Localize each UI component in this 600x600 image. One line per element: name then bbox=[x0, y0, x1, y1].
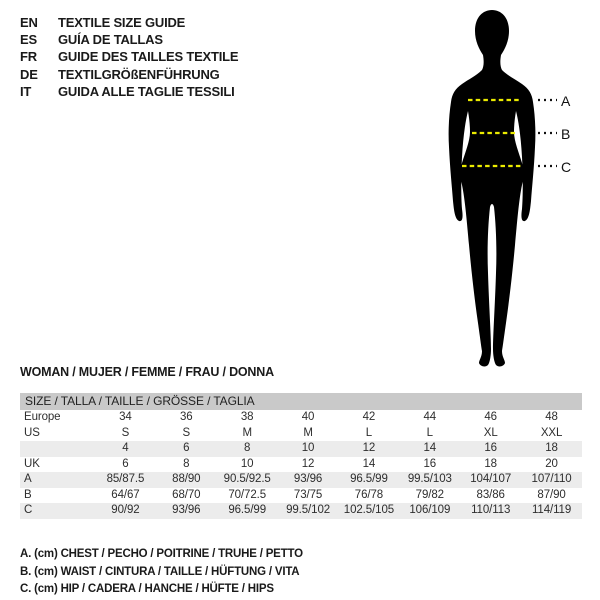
row-label: A bbox=[24, 473, 32, 485]
table-row bbox=[20, 457, 582, 473]
size-cell: 12 bbox=[362, 442, 376, 454]
language-row bbox=[20, 83, 238, 100]
language-label: TEXTILGRÖßENFÜHRUNG bbox=[58, 66, 220, 82]
size-cell: 16 bbox=[484, 442, 497, 454]
size-cell: 93/96 bbox=[172, 504, 201, 516]
size-cell: 68/70 bbox=[172, 488, 201, 501]
size-cell: 99.5/103 bbox=[407, 473, 452, 485]
language-label: GUÍA DE TALLAS bbox=[58, 32, 163, 48]
woman-silhouette-figure bbox=[418, 5, 578, 373]
language-row bbox=[20, 48, 238, 65]
size-cell: 114/119 bbox=[531, 504, 572, 516]
size-cell: M bbox=[303, 426, 313, 439]
woman-silhouette-svg bbox=[418, 5, 578, 373]
legend-line: C. (cm) HIP / CADERA / HANCHE / HÜFTE / HIPS bbox=[20, 583, 274, 596]
language-title-list bbox=[20, 14, 238, 100]
size-cell: 8 bbox=[183, 457, 190, 470]
size-cell: M bbox=[242, 426, 252, 439]
size-table bbox=[20, 393, 582, 519]
size-cell: 90/92 bbox=[111, 504, 140, 516]
language-row bbox=[20, 66, 238, 83]
size-cell: 76/78 bbox=[354, 488, 384, 501]
measure-label-a: A bbox=[561, 93, 571, 109]
size-cell: 34 bbox=[119, 411, 132, 423]
size-cell: XXL bbox=[540, 426, 563, 439]
size-cell: 102.5/105 bbox=[343, 504, 395, 516]
size-cell: S bbox=[182, 426, 191, 439]
size-cell: XL bbox=[483, 426, 498, 439]
table-row bbox=[20, 488, 582, 504]
size-cell: 73/75 bbox=[293, 488, 323, 501]
size-cell: 10 bbox=[240, 457, 254, 470]
row-label: B bbox=[24, 488, 32, 501]
language-code: DE bbox=[20, 66, 38, 82]
measure-label-c: C bbox=[561, 159, 572, 175]
language-label: GUIDA ALLE TAGLIE TESSILI bbox=[58, 83, 235, 99]
language-row bbox=[20, 14, 238, 31]
size-cell: 38 bbox=[240, 411, 254, 423]
size-cell: 20 bbox=[545, 457, 558, 470]
size-cell: 6 bbox=[183, 442, 190, 454]
size-table-body bbox=[20, 410, 582, 519]
size-cell: 10 bbox=[301, 442, 315, 454]
size-cell: 106/109 bbox=[409, 504, 451, 516]
legend-line: B. (cm) WAIST / CINTURA / TAILLE / HÜFTUNG / VITA bbox=[20, 565, 300, 578]
size-cell: 70/72.5 bbox=[228, 488, 267, 501]
size-cell: 44 bbox=[423, 411, 437, 423]
language-code: ES bbox=[20, 32, 37, 48]
size-cell: 83/86 bbox=[476, 488, 505, 501]
row-label bbox=[20, 441, 95, 457]
size-cell: 85/87.5 bbox=[106, 473, 145, 485]
size-cell: 14 bbox=[423, 442, 437, 454]
size-cell: 14 bbox=[362, 457, 376, 470]
size-cell: S bbox=[121, 426, 130, 439]
row-label: US bbox=[24, 426, 40, 439]
size-cell: 48 bbox=[545, 411, 558, 423]
size-cell: 110/113 bbox=[471, 504, 511, 516]
size-cell: 99.5/102 bbox=[286, 504, 331, 516]
row-label: UK bbox=[24, 457, 40, 470]
table-row bbox=[20, 503, 582, 519]
section-title: WOMAN / MUJER / FEMME / FRAU / DONNA bbox=[20, 365, 274, 379]
size-cell: 42 bbox=[362, 411, 376, 423]
size-cell: 93/96 bbox=[293, 473, 323, 485]
table-row bbox=[20, 441, 582, 457]
table-row bbox=[20, 472, 582, 488]
size-cell: 4 bbox=[122, 442, 129, 454]
size-cell: 18 bbox=[484, 457, 497, 470]
size-cell: 36 bbox=[180, 411, 193, 423]
size-cell: 16 bbox=[423, 457, 437, 470]
legend-line: A. (cm) CHEST / PECHO / POITRINE / TRUHE / PETTO bbox=[20, 548, 303, 560]
size-cell: 18 bbox=[545, 442, 558, 454]
size-cell: 90.5/92.5 bbox=[223, 473, 271, 485]
size-cell: 96.5/99 bbox=[228, 504, 267, 516]
measurement-legend bbox=[20, 546, 303, 599]
size-cell: 12 bbox=[301, 457, 315, 470]
table-row bbox=[20, 426, 582, 442]
size-cell: 96.5/99 bbox=[350, 473, 388, 485]
size-table-header: SIZE / TALLA / TAILLE / GRÖSSE / TAGLIA bbox=[20, 393, 582, 410]
size-cell: 8 bbox=[244, 442, 251, 454]
size-cell: 79/82 bbox=[415, 488, 444, 501]
size-cell: L bbox=[426, 426, 433, 439]
woman-silhouette bbox=[449, 10, 536, 366]
row-label: Europe bbox=[24, 411, 61, 423]
measure-label-b: B bbox=[561, 126, 571, 142]
language-code: EN bbox=[20, 15, 38, 30]
language-label: GUIDE DES TAILLES TEXTILE bbox=[58, 49, 239, 65]
size-cell: 46 bbox=[484, 411, 497, 423]
size-cell: 107/110 bbox=[531, 473, 572, 485]
size-cell: 6 bbox=[122, 457, 129, 470]
size-cell: 104/107 bbox=[470, 473, 512, 485]
table-row bbox=[20, 410, 582, 426]
size-cell: 64/67 bbox=[111, 488, 140, 501]
size-cell: 40 bbox=[301, 411, 315, 423]
row-label: C bbox=[24, 504, 33, 516]
language-label: TEXTILE SIZE GUIDE bbox=[58, 15, 186, 30]
language-code: FR bbox=[20, 49, 37, 65]
language-code: IT bbox=[20, 83, 32, 99]
size-cell: 87/90 bbox=[537, 488, 566, 501]
size-cell: 88/90 bbox=[172, 473, 201, 485]
language-row bbox=[20, 31, 238, 48]
size-cell: L bbox=[365, 426, 373, 439]
